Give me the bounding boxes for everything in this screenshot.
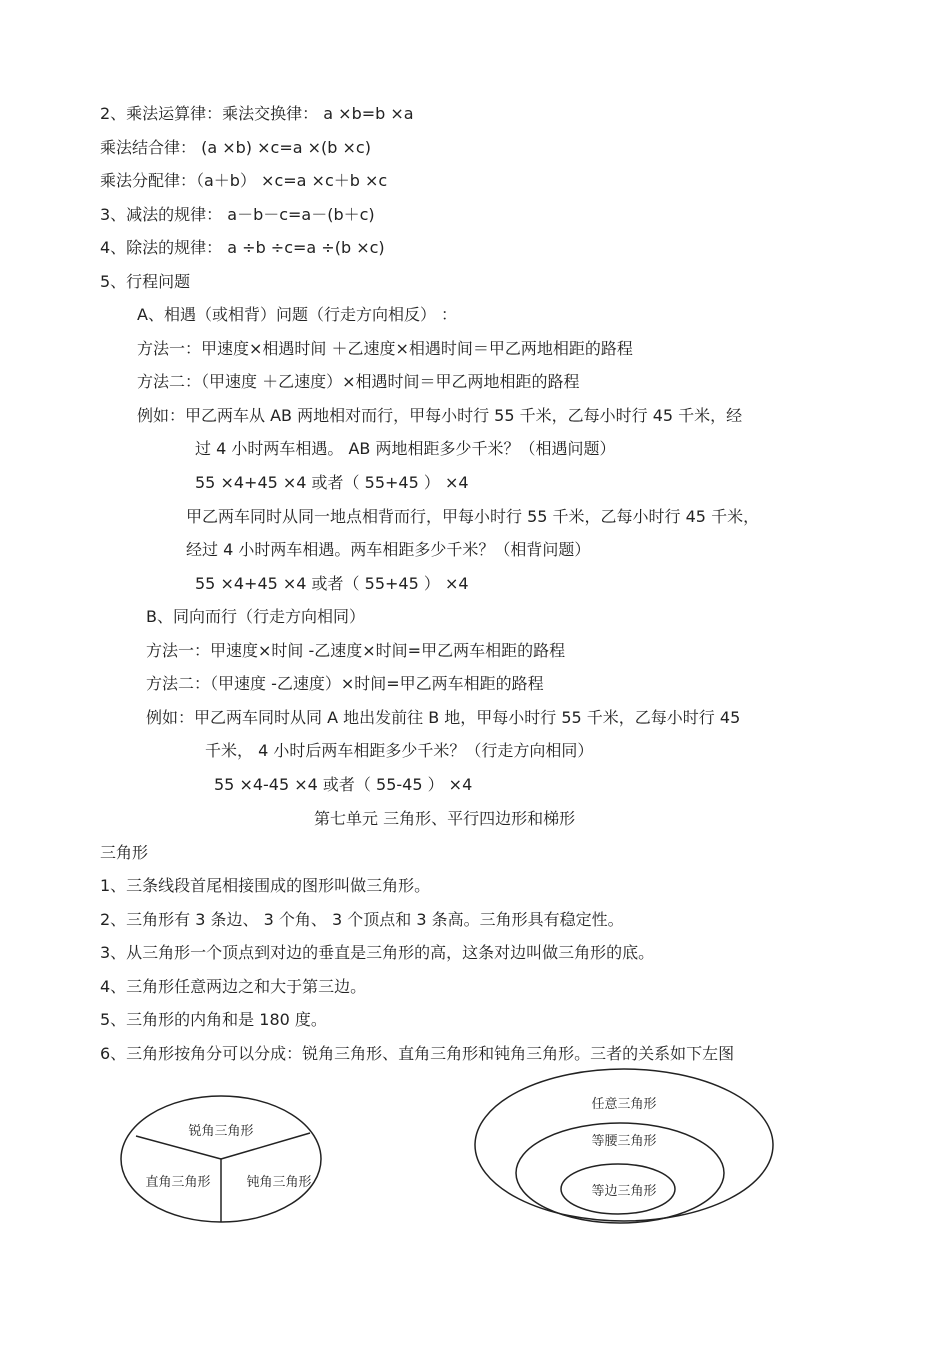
triangle-set-diagram: [475, 1069, 773, 1223]
text-line-4: 3、减法的规律： a－b－c=a－(b＋c): [100, 205, 375, 224]
isosceles-triangle-label: 等腰三角形: [591, 1134, 657, 1149]
text-line-15: 55 ×4+45 ×4 或者（ 55+45 ） ×4: [195, 574, 469, 593]
acute-triangle-label: 锐角三角形: [188, 1124, 254, 1139]
text-line-11: 过 4 小时两车相遇。 AB 两地相距多少千米？（相遇问题）: [195, 439, 616, 458]
text-line-28: 5、三角形的内角和是 180 度。: [100, 1010, 327, 1029]
text-line-16: B、同向而行（行走方向相同）: [146, 607, 365, 626]
text-line-24: 1、三条线段首尾相接围成的图形叫做三角形。: [100, 876, 431, 895]
text-line-20: 千米， 4 小时后两车相距多少千米？（行走方向相同）: [205, 741, 594, 760]
text-line-27: 4、三角形任意两边之和大于第三边。: [100, 977, 367, 996]
text-line-5: 4、除法的规律： a ÷b ÷c=a ÷(b ×c): [100, 238, 385, 257]
angle-classification-diagram: [121, 1096, 321, 1222]
obtuse-triangle-label: 钝角三角形: [246, 1175, 312, 1190]
subsection-heading: 三角形: [100, 843, 149, 862]
text-line-3: 乘法分配律：（a＋b） ×c=a ×c＋b ×c: [100, 171, 388, 190]
arbitrary-triangle-label: 任意三角形: [591, 1097, 657, 1112]
right-triangle-label: 直角三角形: [145, 1175, 211, 1190]
text-line-2: 乘法结合律： (a ×b) ×c=a ×(b ×c): [100, 138, 371, 157]
divider-left: [136, 1136, 221, 1159]
text-line-14: 经过 4 小时两车相遇。两车相距多少千米？（相背问题）: [186, 540, 591, 559]
equilateral-triangle-label: 等边三角形: [591, 1184, 657, 1199]
text-line-18: 方法二：（甲速度 -乙速度）×时间=甲乙两车相距的路程: [146, 674, 544, 693]
text-line-19: 例如：甲乙两车同时从同 A 地出发前往 B 地，甲每小时行 55 千米，乙每小时行 45: [146, 708, 741, 727]
text-line-17: 方法一：甲速度×时间 -乙速度×时间=甲乙两车相距的路程: [146, 641, 566, 660]
text-line-10: 例如：甲乙两车从 AB 两地相对而行，甲每小时行 55 千米，乙每小时行 45 千米，经: [137, 406, 743, 425]
section-heading: 第七单元 三角形、平行四边形和梯形: [314, 809, 576, 828]
text-line-21: 55 ×4-45 ×4 或者（ 55-45 ） ×4: [214, 775, 473, 794]
text-line-13: 甲乙两车同时从同一地点相背而行，甲每小时行 55 千米，乙每小时行 45 千米，: [186, 507, 760, 526]
text-line-25: 2、三角形有 3 条边、 3 个角、 3 个顶点和 3 条高。三角形具有稳定性。: [100, 910, 624, 929]
text-line-29: 6、三角形按角分可以分成：锐角三角形、直角三角形和钝角三角形。三者的关系如下左图: [100, 1044, 735, 1063]
text-line-26: 3、从三角形一个顶点到对边的垂直是三角形的高，这条对边叫做三角形的底。: [100, 943, 655, 962]
text-line-12: 55 ×4+45 ×4 或者（ 55+45 ） ×4: [195, 473, 469, 492]
text-line-6: 5、行程问题: [100, 272, 191, 291]
text-line-1: 2、乘法运算律：乘法交换律： a ×b=b ×a: [100, 104, 414, 123]
text-line-8: 方法一：甲速度×相遇时间 ＋乙速度×相遇时间＝甲乙两地相距的路程: [137, 339, 633, 358]
text-line-7: A、相遇（或相背）问题（行走方向相反） ：: [137, 305, 458, 324]
text-line-9: 方法二：（甲速度 ＋乙速度）×相遇时间＝甲乙两地相距的路程: [137, 372, 580, 391]
